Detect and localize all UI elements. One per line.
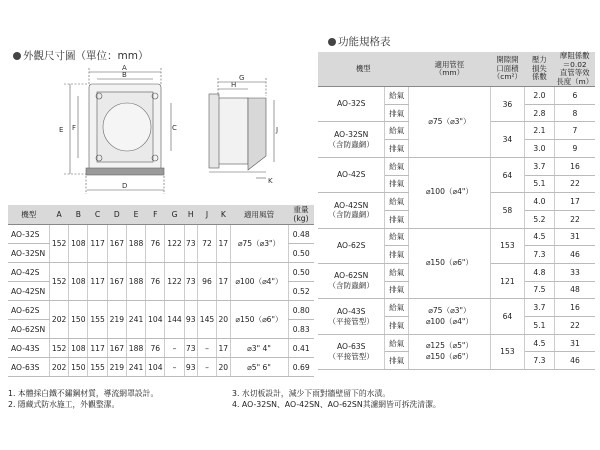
loss-cell: 3.0 xyxy=(524,140,554,158)
supply-label: 給氣 xyxy=(385,122,409,140)
spec-model-cell: AO-63S （平接管型） xyxy=(318,334,385,369)
value-cell: – xyxy=(165,339,184,358)
value-cell: 93 xyxy=(184,301,197,339)
note-3: 3. 水切板設計，減少下雨對牆壁留下的水漬。 xyxy=(232,389,391,398)
dimension-drawing xyxy=(46,62,286,198)
spec-table xyxy=(318,52,595,370)
weight-cell: 0.52 xyxy=(288,282,314,301)
dim-header-C: C xyxy=(88,205,107,225)
value-cell: 202 xyxy=(50,301,69,339)
model-cell: AO-43S xyxy=(8,339,50,358)
value-cell: 145 xyxy=(197,301,216,339)
supply-label: 給氣 xyxy=(385,193,409,211)
value-cell: 20 xyxy=(217,301,230,339)
value-cell: 167 xyxy=(107,225,126,263)
exhaust-label: 排氣 xyxy=(385,352,409,370)
model-cell: AO-62SN xyxy=(8,320,50,339)
table-row xyxy=(8,263,314,282)
value-cell: 76 xyxy=(146,263,165,301)
value-cell: 122 xyxy=(165,225,184,263)
length-cell: 17 xyxy=(554,193,595,211)
label-E: E xyxy=(59,126,64,134)
spec-header-model: 機型 xyxy=(318,52,408,87)
label-F: F xyxy=(72,124,77,132)
note-4: 4. AO-32SN、AO-42SN、AO-62SN其濾網皆可拆洗清潔。 xyxy=(232,400,441,409)
value-cell: 104 xyxy=(146,301,165,339)
spec-header-loss: 壓力 損失 係數 xyxy=(524,52,554,87)
value-cell: – xyxy=(197,358,216,377)
pipe-cell: ⌀100（⌀4"） xyxy=(408,157,490,228)
length-cell: 22 xyxy=(554,317,595,335)
loss-cell: 2.0 xyxy=(524,87,554,105)
loss-cell: 3.7 xyxy=(524,157,554,175)
dim-table-header-row xyxy=(8,205,314,225)
model-cell: AO-42S xyxy=(8,263,50,282)
length-cell: 8 xyxy=(554,104,595,122)
note-2: 2. 隱藏式防水施工，外觀整潔。 xyxy=(8,400,120,409)
loss-cell: 3.7 xyxy=(524,299,554,317)
label-B: B xyxy=(122,71,127,79)
length-cell: 7 xyxy=(554,122,595,140)
length-cell: 46 xyxy=(554,352,595,370)
spec-model-cell: AO-32SN （含防蟲網） xyxy=(318,122,385,157)
value-cell: 219 xyxy=(107,358,126,377)
length-cell: 9 xyxy=(554,140,595,158)
value-cell: 73 xyxy=(184,263,197,301)
loss-cell: 7.5 xyxy=(524,281,554,299)
value-cell: 108 xyxy=(69,339,88,358)
length-cell: 48 xyxy=(554,281,595,299)
value-cell: 152 xyxy=(50,225,69,263)
exhaust-label: 排氣 xyxy=(385,175,409,193)
duct-cell: ⌀100（⌀4"） xyxy=(230,263,288,301)
value-cell: 150 xyxy=(69,301,88,339)
value-cell: 188 xyxy=(126,339,145,358)
value-cell: 219 xyxy=(107,301,126,339)
note-1: 1. 本體採白鐵不鏽鋼材質，導流網罩設計。 xyxy=(8,389,159,398)
value-cell: 73 xyxy=(184,339,197,358)
spec-model-cell: AO-62S xyxy=(318,228,385,263)
spec-header-area: 開隙開 口面積 （cm²） xyxy=(490,52,524,87)
value-cell: 152 xyxy=(50,339,69,358)
weight-cell: 0.50 xyxy=(288,244,314,263)
value-cell: 96 xyxy=(197,263,216,301)
dim-header-A: A xyxy=(50,205,69,225)
pipe-cell: ⌀75（⌀3"） xyxy=(408,87,490,158)
weight-cell: 0.80 xyxy=(288,301,314,320)
value-cell: 17 xyxy=(217,263,230,301)
value-cell: 20 xyxy=(217,358,230,377)
area-cell: 153 xyxy=(490,228,524,263)
value-cell: 122 xyxy=(165,263,184,301)
spec-table-header-row xyxy=(318,52,595,87)
label-J: J xyxy=(276,126,279,134)
area-cell: 34 xyxy=(490,122,524,157)
value-cell: 17 xyxy=(217,339,230,358)
spec-header-length: 摩阻係數 ＝0.02 直管等效 長度（m） xyxy=(556,51,594,86)
dim-header-weight: 重量 (kg) xyxy=(288,205,314,225)
loss-cell: 4.5 xyxy=(524,228,554,246)
table-row xyxy=(318,334,595,352)
area-cell: 64 xyxy=(490,157,524,192)
value-cell: 117 xyxy=(88,263,107,301)
value-cell: 167 xyxy=(107,339,126,358)
dimension-table xyxy=(8,205,314,377)
value-cell: 155 xyxy=(88,301,107,339)
spec-model-cell: AO-62SN （含防蟲網） xyxy=(318,263,385,298)
length-cell: 16 xyxy=(554,299,595,317)
duct-cell: ⌀75（⌀3"） xyxy=(230,225,288,263)
length-cell: 16 xyxy=(554,157,595,175)
table-row xyxy=(318,299,595,317)
value-cell: 76 xyxy=(146,225,165,263)
weight-cell: 0.48 xyxy=(288,225,314,244)
model-cell: AO-32SN xyxy=(8,244,50,263)
exhaust-label: 排氣 xyxy=(385,317,409,335)
value-cell: 17 xyxy=(217,225,230,263)
value-cell: 72 xyxy=(197,225,216,263)
area-cell: 36 xyxy=(490,87,524,122)
value-cell: 241 xyxy=(126,301,145,339)
exhaust-label: 排氣 xyxy=(385,246,409,264)
value-cell: 104 xyxy=(146,358,165,377)
value-cell: 117 xyxy=(88,339,107,358)
supply-label: 給氣 xyxy=(385,157,409,175)
area-cell: 153 xyxy=(490,334,524,369)
value-cell: 117 xyxy=(88,225,107,263)
duct-cell: ⌀5" 6" xyxy=(230,358,288,377)
table-row xyxy=(318,157,595,175)
loss-cell: 4.8 xyxy=(524,263,554,281)
dim-header-F: F xyxy=(146,205,165,225)
exhaust-label: 排氣 xyxy=(385,140,409,158)
value-cell: 144 xyxy=(165,301,184,339)
table-row xyxy=(318,228,595,246)
length-cell: 6 xyxy=(554,87,595,105)
label-C: C xyxy=(172,124,177,132)
label-A: A xyxy=(122,64,127,72)
weight-cell: 0.50 xyxy=(288,263,314,282)
loss-cell: 2.1 xyxy=(524,122,554,140)
dims-section-title: 外觀尺寸圖（單位：mm） xyxy=(13,48,148,63)
label-H: H xyxy=(231,81,237,89)
bullet-dot-icon xyxy=(328,38,336,46)
loss-cell: 4.5 xyxy=(524,334,554,352)
loss-cell: 7.3 xyxy=(524,352,554,370)
weight-cell: 0.69 xyxy=(288,358,314,377)
exhaust-label: 排氣 xyxy=(385,281,409,299)
model-cell: AO-62S xyxy=(8,301,50,320)
length-cell: 46 xyxy=(554,246,595,264)
dim-header-G: G xyxy=(165,205,184,225)
bullet-dot-icon xyxy=(13,52,21,60)
spec-header-pipe: 適用管徑 （mm） xyxy=(408,52,490,87)
length-cell: 22 xyxy=(554,210,595,228)
table-row xyxy=(318,87,595,105)
dim-header-B: B xyxy=(69,205,88,225)
spec-model-cell: AO-42S xyxy=(318,157,385,192)
spec-model-cell: AO-43S （平接管型） xyxy=(318,299,385,334)
area-cell: 58 xyxy=(490,193,524,228)
pipe-cell: ⌀75（⌀3"） ⌀100（⌀4"） xyxy=(408,299,490,334)
table-row xyxy=(8,225,314,244)
length-cell: 22 xyxy=(554,175,595,193)
notes-right xyxy=(232,388,441,410)
loss-cell: 5.1 xyxy=(524,317,554,335)
dim-header-D: D xyxy=(107,205,126,225)
label-D: D xyxy=(122,182,128,190)
table-row xyxy=(8,358,314,377)
model-cell: AO-63S xyxy=(8,358,50,377)
value-cell: 73 xyxy=(184,225,197,263)
value-cell: 188 xyxy=(126,263,145,301)
model-cell: AO-42SN xyxy=(8,282,50,301)
supply-label: 給氣 xyxy=(385,334,409,352)
supply-label: 給氣 xyxy=(385,263,409,281)
area-cell: 121 xyxy=(490,263,524,298)
duct-cell: ⌀3" 4" xyxy=(230,339,288,358)
value-cell: 108 xyxy=(69,225,88,263)
length-cell: 31 xyxy=(554,228,595,246)
dim-header-duct: 適用風管 xyxy=(230,205,288,225)
exhaust-label: 排氣 xyxy=(385,104,409,122)
value-cell: 76 xyxy=(146,339,165,358)
spec-section-title: 功能規格表 xyxy=(328,34,391,49)
value-cell: 188 xyxy=(126,225,145,263)
exhaust-label: 排氣 xyxy=(385,210,409,228)
weight-cell: 0.41 xyxy=(288,339,314,358)
value-cell: – xyxy=(165,358,184,377)
loss-cell: 5.1 xyxy=(524,175,554,193)
length-cell: 33 xyxy=(554,263,595,281)
table-row xyxy=(8,339,314,358)
table-row xyxy=(8,301,314,320)
supply-label: 給氣 xyxy=(385,299,409,317)
value-cell: 152 xyxy=(50,263,69,301)
value-cell: 155 xyxy=(88,358,107,377)
dim-header-H: H xyxy=(184,205,197,225)
area-cell: 64 xyxy=(490,299,524,334)
weight-cell: 0.83 xyxy=(288,320,314,339)
label-K: K xyxy=(268,177,273,185)
dim-header-model: 機型 xyxy=(8,205,50,225)
spec-model-cell: AO-42SN （含防蟲網） xyxy=(318,193,385,228)
loss-cell: 2.8 xyxy=(524,104,554,122)
value-cell: 167 xyxy=(107,263,126,301)
supply-label: 給氣 xyxy=(385,87,409,105)
pipe-cell: ⌀150（⌀6"） xyxy=(408,228,490,299)
loss-cell: 7.3 xyxy=(524,246,554,264)
pipe-cell: ⌀125（⌀5"） ⌀150（⌀6"） xyxy=(408,334,490,369)
dim-header-E: E xyxy=(126,205,145,225)
duct-cell: ⌀150（⌀6"） xyxy=(230,301,288,339)
length-cell: 31 xyxy=(554,334,595,352)
loss-cell: 5.2 xyxy=(524,210,554,228)
model-cell: AO-32S xyxy=(8,225,50,244)
value-cell: 108 xyxy=(69,263,88,301)
value-cell: 150 xyxy=(69,358,88,377)
value-cell: 93 xyxy=(184,358,197,377)
dim-header-K: K xyxy=(217,205,230,225)
notes-left xyxy=(8,388,158,410)
loss-cell: 4.0 xyxy=(524,193,554,211)
value-cell: – xyxy=(197,339,216,358)
value-cell: 202 xyxy=(50,358,69,377)
dim-header-J: J xyxy=(197,205,216,225)
spec-model-cell: AO-32S xyxy=(318,87,385,122)
supply-label: 給氣 xyxy=(385,228,409,246)
value-cell: 241 xyxy=(126,358,145,377)
label-G: G xyxy=(239,74,245,82)
